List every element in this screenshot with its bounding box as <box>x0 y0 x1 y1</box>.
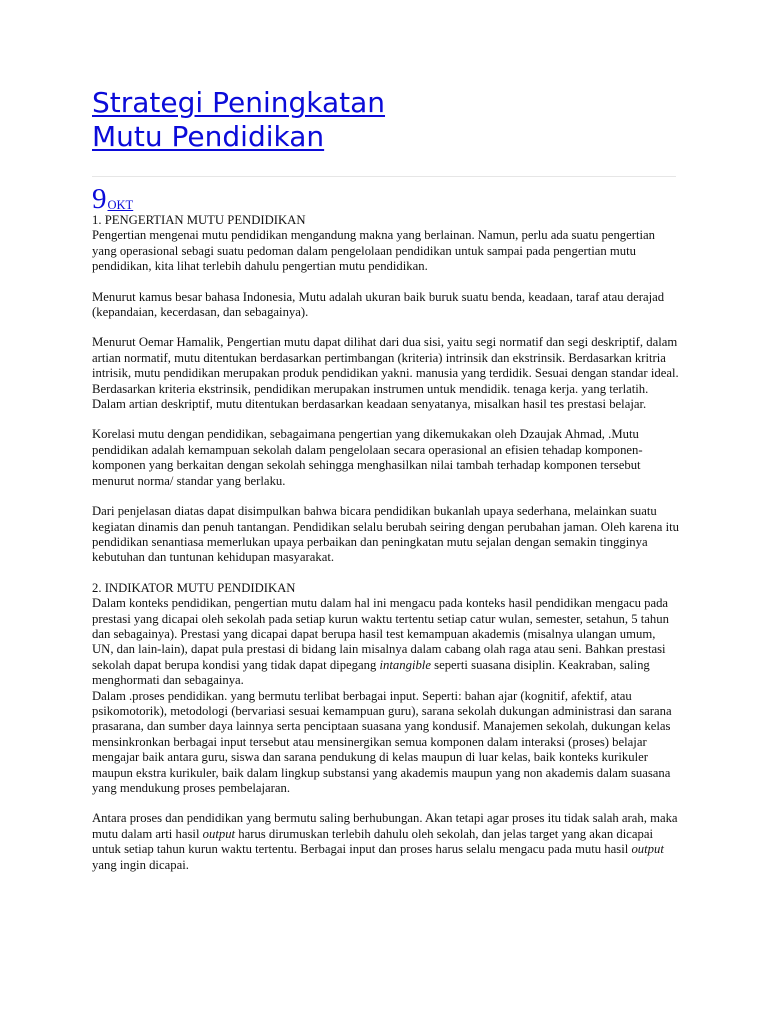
divider <box>92 176 676 177</box>
title-line-2: Mutu Pendidikan <box>92 120 325 153</box>
article-body <box>92 213 680 873</box>
title-line-1: Strategi Peningkatan <box>92 86 386 119</box>
text-run: seperti suasana disiplin. Keakraban, saling menghormati dan sebagainya. <box>92 657 650 688</box>
date-month: OKT <box>107 198 134 212</box>
article <box>92 86 680 888</box>
paragraph <box>92 811 680 873</box>
paragraph: Dalam .proses pendidikan. yang bermutu terlibat berbagai input. Seperti: bahan ajar (kognitif, afektif, atau psikomotorik), metodologi (bervariasi sesuai kemampuan guru), sarana sekolah dukungan administrasi dan sarana prasarana, dan sumber daya lainnya serta penciptaan suasana yang kondusif. Manajemen sekolah, dukungan kelas mensinkronkan berbagai input tersebut atau mensinergikan semua komponen dalam interaksi (proses) belajar mengajar baik antara guru, siswa dan sarana pendukung di kelas maupun di luar kelas, baik konteks kurikuler maupun ekstra kurikuler, baik dalam lingkup substansi yang akademis maupun yang non akademis dalam suasana yang mendukung proses pembelajaran. <box>92 688 672 795</box>
text-run: yang ingin dicapai. <box>92 857 189 872</box>
paragraph: Menurut kamus besar bahasa Indonesia, Mutu adalah ukuran baik buruk suatu benda, keadaan, taraf atau derajad (kepandaian, kecerdasan, dan sebagainya). <box>92 289 665 320</box>
title-link[interactable] <box>92 86 680 154</box>
date-day: 9 <box>92 183 107 215</box>
text-run: harus dirumuskan terlebih dahulu oleh sekolah, dan jelas target yang akan dicapai untuk setiap tahun kurun waktu tertentu. Berbagai input dan proses harus selalu mengacu pada mutu hasil <box>92 826 654 857</box>
post-date[interactable] <box>92 185 680 213</box>
paragraph: Korelasi mutu dengan pendidikan, sebagaimana pengertian yang dikemukakan oleh Dzaujak Ahmad, .Mutu pendidikan adalah kemampuan sekolah dalam pengelolaan secara operasional an efisien tehadap komponen-komponen yang berkaitan dengan sekolah sehingga menghasilkan nilai tambah terhadap komponen tersebut menurut norma/ standar yang berlaku. <box>92 427 643 488</box>
italic-term: output <box>202 826 236 841</box>
italic-term: output <box>631 842 664 857</box>
paragraph: Menurut Oemar Hamalik, Pengertian mutu dapat dilihat dari dua sisi, yaitu segi normatif dan segi deskriptif, dalam artian normatif, mutu ditentukan berdasarkan pertimbangan (kriteria) intrinsik dan ekstrinsik. Berdasarkan kritria intrisik, mutu pendidikan merupakan produk pendidikan yakni. manusia yang terdidik. Sesuai dengan standar ideal. Berdasarkan kriteria ekstrinsik, pendidikan merupakan instrumen untuk mendidik. tenaga kerja. yang terlatih. Dalam artian deskriptif, mutu ditentukan berdasarkan keadaan senyatanya, misalkan hasil tes prestasi belajar. <box>92 335 679 412</box>
page-title <box>92 86 680 154</box>
section-heading-1: 1. PENGERTIAN MUTU PENDIDIKAN <box>92 213 306 227</box>
italic-term: intangible <box>379 657 431 672</box>
paragraph: Dari penjelasan diatas dapat disimpulkan bahwa bicara pendidikan bukanlah upaya sederhana, melainkan suatu kegiatan dinamis dan penuh tantangan. Pendidikan selalu berubah seiring dengan perubahan jaman. Oleh karena itu pendidikan senantiasa memerlukan upaya perbaikan dan peningkatan mutu sejalan dengan semakin tingginya kebutuhan dan tuntunan kehidupan masyarakat. <box>92 504 679 565</box>
section-heading-2: 2. INDIKATOR MUTU PENDIDIKAN <box>92 580 296 595</box>
text-run: Antara proses dan pendidikan yang bermutu saling berhubungan. Akan tetapi agar proses itu tidak salah arah, maka mutu dalam arti hasil <box>92 811 678 841</box>
paragraph <box>92 596 680 688</box>
text-run: Dalam konteks pendidikan, pengertian mutu dalam hal ini mengacu pada konteks hasil pendidikan mengacu pada prestasi yang dicapai oleh sekolah pada setiap kurun waktu tertentu setiap catur wulan, semester, setahun, 5 tahun dan sebagainya). Prestasi yang dicapai dapat berupa hasil test kemampuan akademis (misalnya ulangan umum, UN, dan lain-lain), dapat pula prestasi di bidang lain misalnya dalam cabang olah raga atau seni. Bahkan prestasi sekolah dapat berupa kondisi yang tidak dapat dipegang <box>92 596 669 672</box>
paragraph: Pengertian mengenai mutu pendidikan mengandung makna yang berlainan. Namun, perlu ada suatu pengertian yang operasional sebagi suatu pedoman dalam pengelolaan pendidikan untuk sampai pada pengertian mutu pendidikan, kita lihat terlebih dahulu pengertian mutu pendidikan. <box>92 228 656 274</box>
